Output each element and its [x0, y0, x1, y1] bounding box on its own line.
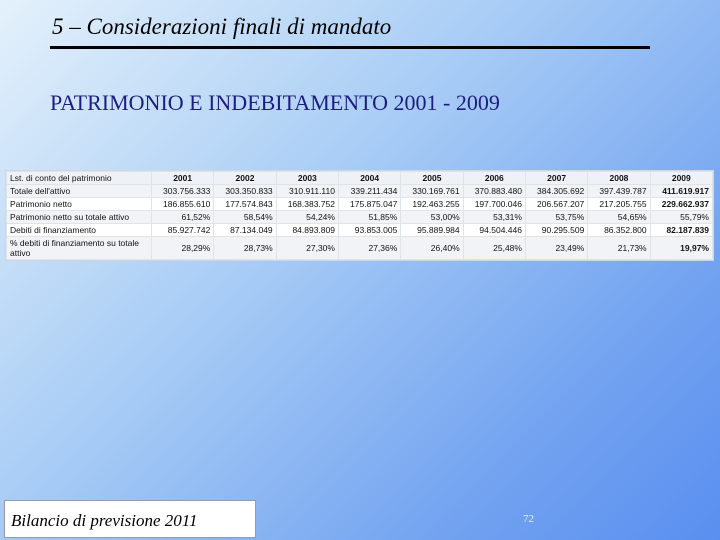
column-header-2006: 2006	[463, 172, 525, 185]
table-cell: 54,24%	[276, 211, 338, 224]
column-header-2001: 2001	[152, 172, 214, 185]
table-cell: 310.911.110	[276, 185, 338, 198]
table-cell: 175.875.047	[338, 198, 400, 211]
table-row	[7, 211, 713, 224]
slide-heading: PATRIMONIO E INDEBITAMENTO 2001 - 2009	[50, 90, 500, 115]
column-header-2009: 2009	[650, 172, 712, 185]
table-cell: 85.927.742	[152, 224, 214, 237]
table-cell: 384.305.692	[525, 185, 587, 198]
table-header-row	[7, 172, 713, 185]
table-cell: 26,40%	[401, 237, 463, 260]
table-cell: 206.567.207	[525, 198, 587, 211]
table-cell: 28,73%	[214, 237, 276, 260]
patrimony-debt-table	[6, 171, 713, 260]
table-cell: 303.756.333	[152, 185, 214, 198]
section-title: 5 – Considerazioni finali di mandato	[52, 14, 392, 39]
table-cell: 192.463.255	[401, 198, 463, 211]
table-cell: 25,48%	[463, 237, 525, 260]
title-underline	[50, 46, 650, 49]
table-row	[7, 237, 713, 260]
table-cell: 51,85%	[338, 211, 400, 224]
table-cell: 197.700.046	[463, 198, 525, 211]
table-cell: 27,36%	[338, 237, 400, 260]
table-cell: 84.893.809	[276, 224, 338, 237]
table-cell: 370.883.480	[463, 185, 525, 198]
row-label: Totale dell'attivo	[7, 185, 152, 198]
column-header-2002: 2002	[214, 172, 276, 185]
patrimony-table-container	[5, 170, 714, 261]
table-cell: 217.205.755	[588, 198, 650, 211]
table-cell: 21,73%	[588, 237, 650, 260]
page-number: 72	[523, 513, 534, 525]
table-cell: 58,54%	[214, 211, 276, 224]
table-cell: 177.574.843	[214, 198, 276, 211]
table-cell: 53,75%	[525, 211, 587, 224]
table-cell: 339.211.434	[338, 185, 400, 198]
table-cell: 54,65%	[588, 211, 650, 224]
table-cell: 93.853.005	[338, 224, 400, 237]
table-cell: 229.662.937	[650, 198, 712, 211]
table-cell: 90.295.509	[525, 224, 587, 237]
table-cell: 330.169.761	[401, 185, 463, 198]
table-row	[7, 198, 713, 211]
table-cell: 168.383.752	[276, 198, 338, 211]
table-cell: 82.187.839	[650, 224, 712, 237]
column-header-2003: 2003	[276, 172, 338, 185]
column-header-2007: 2007	[525, 172, 587, 185]
table-cell: 61,52%	[152, 211, 214, 224]
table-cell: 27,30%	[276, 237, 338, 260]
row-label: Patrimonio netto	[7, 198, 152, 211]
table-cell: 55,79%	[650, 211, 712, 224]
table-cell: 186.855.610	[152, 198, 214, 211]
table-cell: 397.439.787	[588, 185, 650, 198]
column-header-2005: 2005	[401, 172, 463, 185]
table-cell: 53,31%	[463, 211, 525, 224]
table-cell: 94.504.446	[463, 224, 525, 237]
column-header-2008: 2008	[588, 172, 650, 185]
table-cell: 86.352.800	[588, 224, 650, 237]
table-cell: 28,29%	[152, 237, 214, 260]
row-label: Patrimonio netto su totale attivo	[7, 211, 152, 224]
table-cell: 23,49%	[525, 237, 587, 260]
footer-box	[4, 500, 256, 538]
column-header-2004: 2004	[338, 172, 400, 185]
footer-text: Bilancio di previsione 2011	[11, 511, 198, 530]
table-row	[7, 185, 713, 198]
table-cell: 303.350.833	[214, 185, 276, 198]
table-row	[7, 224, 713, 237]
table-cell: 411.619.917	[650, 185, 712, 198]
column-header: Lst. di conto del patrimonio	[7, 172, 152, 185]
table-cell: 95.889.984	[401, 224, 463, 237]
table-cell: 53,00%	[401, 211, 463, 224]
row-label: Debiti di finanziamento	[7, 224, 152, 237]
table-cell: 19,97%	[650, 237, 712, 260]
table-cell: 87.134.049	[214, 224, 276, 237]
row-label: % debiti di finanziamento su totale attivo	[7, 237, 152, 260]
